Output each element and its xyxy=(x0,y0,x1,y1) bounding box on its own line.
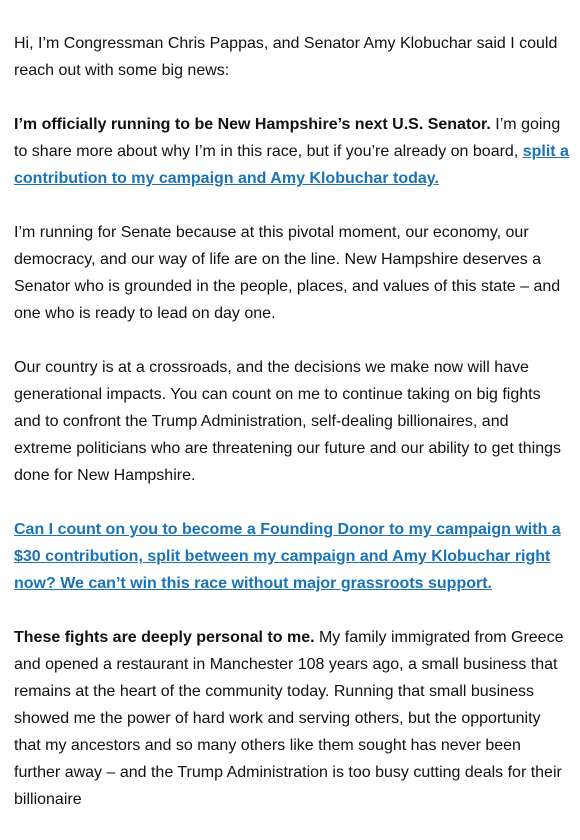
announcement-text: I’m going to share more about why I’m in this race, but if you’re already on board, xyxy=(14,116,561,160)
announcement-paragraph xyxy=(14,111,570,192)
split-contribution-link[interactable]: split a contribution to my campaign and Amy Klobuchar today. xyxy=(14,143,569,187)
founding-donor-paragraph xyxy=(14,516,570,597)
personal-text: My family immigrated from Greece and opened a restaurant in Manchester 108 years ago, a small business that remains at the heart of the community today. Running that small business showed me the power of hard work and serving others, but the opportunity that my ancestors and so many others like them sought has never been further away – and the Trump Administration is too busy cutting deals for their billionaire xyxy=(14,629,564,808)
personal-headline: These fights are deeply personal to me. xyxy=(14,629,315,646)
founding-donor-link[interactable]: Can I count on you to become a Founding Donor to my campaign with a $30 contribution, split between my campaign and Amy Klobuchar right now? We can’t win this race without major grassroots support. xyxy=(14,521,561,592)
senate-text: I’m running for Senate because at this pivotal moment, our economy, our democracy, and our way of life are on the line. New Hampshire deserves a Senator who is grounded in the people, places, and values of this state – and one who is ready to lead on day one. xyxy=(14,224,561,322)
personal-paragraph xyxy=(14,624,570,813)
greeting-text: Hi, I’m Congressman Chris Pappas, and Senator Amy Klobuchar said I could reach out with some big news: xyxy=(14,35,558,79)
crossroads-paragraph xyxy=(14,354,570,489)
crossroads-text: Our country is at a crossroads, and the decisions we make now will have generational impacts. You can count on me to continue taking on big fights and to confront the Trump Administration, self-dealing billionaires, and extreme politicians who are threatening our future and our ability to get things done for New Hampshire. xyxy=(14,359,561,484)
announcement-headline: I’m officially running to be New Hampshire’s next U.S. Senator. xyxy=(14,116,491,133)
senate-paragraph xyxy=(14,219,570,327)
email-content xyxy=(14,30,570,840)
greeting-paragraph xyxy=(14,30,570,84)
